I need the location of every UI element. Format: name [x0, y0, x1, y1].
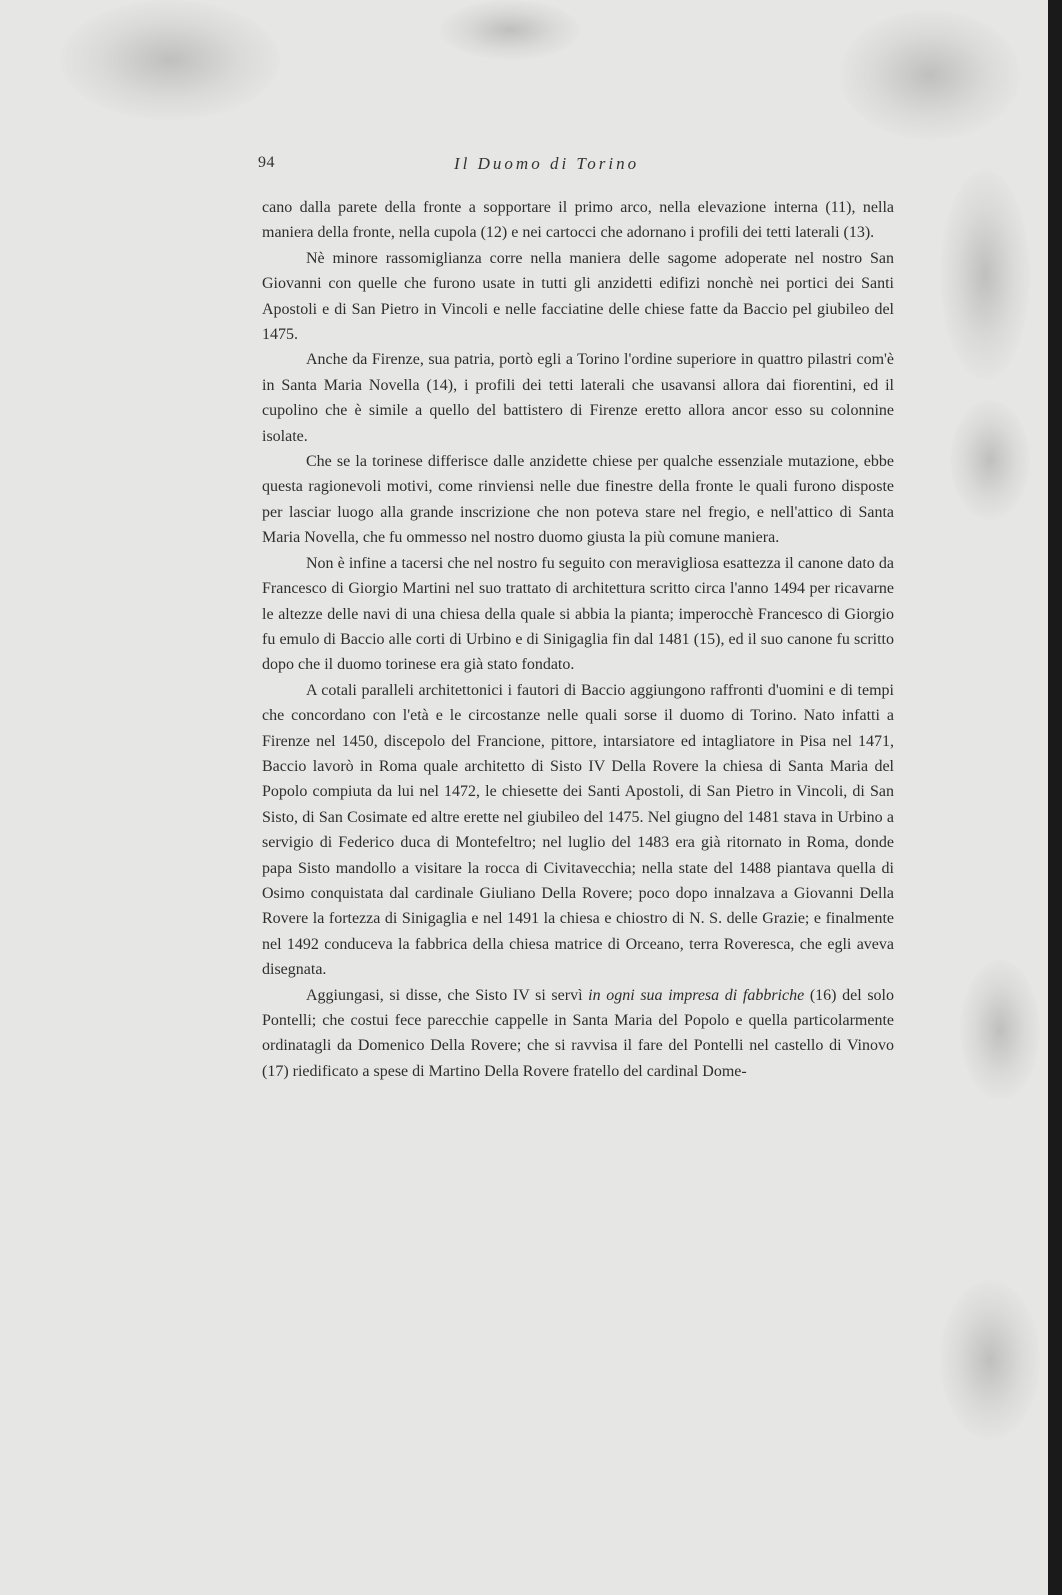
scan-smudge [940, 1280, 1040, 1440]
paragraph [262, 551, 894, 678]
running-title: Il Duomo di Torino [454, 154, 640, 173]
paragraph-text: Che se la torinese differisce dalle anzidette chiese per qualche essenziale mutazione, ebbe questa ragionevoli motivi, come rinviensi nelle due finestre della fronte le quali furono disposte per lasciar luogo alla grande inscrizione che non poteva stare nel fregio, e nell'attico di Santa Maria Novella, che fu ommesso nel nostro duomo giusta la più comune maniera. [262, 453, 894, 547]
paragraph [262, 347, 894, 449]
paragraph-text: (16) del solo Pontelli; che costui fece parecchie cappelle in Santa Maria del Popolo e quella particolarmente ordinatagli da Domenico Della Rovere; che si ravvisa il fare del Pontelli nel castello di Vinovo (17) riedificato a spese di Martino Della Rovere fratello del cardinal Dome- [262, 986, 894, 1080]
paragraph [262, 449, 894, 551]
italic-text: in ogni sua impresa di fabbriche [588, 986, 805, 1004]
paragraph [262, 246, 894, 348]
paragraph-text: Aggiungasi, si disse, che Sisto IV si servì [306, 986, 589, 1004]
paragraph-text: Anche da Firenze, sua patria, portò egli a Torino l'ordine superiore in quattro pilastri com'è in Santa Maria Novella (14), i profili dei tetti laterali che usavansi allora dai fiorentini, ed il cupolino che è simile a quello del battistero di Firenze eretto allora ancor esso su colonnine isolate. [262, 351, 894, 445]
scan-dark-edge [1048, 0, 1062, 1595]
scan-smudge [440, 0, 580, 60]
body-text [262, 195, 894, 1084]
scan-smudge [840, 10, 1020, 140]
paragraph-text: Nè minore rassomiglianza corre nella maniera delle sagome adoperate nel nostro San Giovanni con quelle che furono usate in tutti gli anzidetti edifizi nonchè nei portici dei Santi Apostoli e di San Pietro in Vincoli e nelle facciatine delle chiese fatte da Baccio pel giubileo del 1475. [262, 249, 894, 344]
scan-smudge [960, 960, 1040, 1100]
paragraph [262, 678, 894, 983]
scan-smudge [950, 400, 1030, 520]
page-header [258, 154, 888, 178]
paragraph-text: cano dalla parete della fronte a sopportare il primo arco, nella elevazione interna (11), nella maniera della fronte, nella cupola (12) e nei cartocci che adornano i profili dei tetti laterali (13). [262, 199, 894, 242]
scan-smudge [940, 170, 1030, 380]
scan-smudge [60, 0, 280, 120]
paragraph [262, 195, 894, 246]
paragraph-text: A cotali paralleli architettonici i fautori di Baccio aggiungono raffronti d'uomini e di tempi che concordano con l'età e le circostanze nelle quali sorse il duomo di Torino. Nato infatti a Firenze nel 1450, discepolo del Francione, pittore, intarsiatore ed intagliatore in Pisa nel 1471, Baccio lavorò in Roma quale architetto di Sisto IV Della Rovere la chiesa di Santa Maria del Popolo compiuta da lui nel 1472, le chiesette dei Santi Apostoli, di San Pietro in Vincoli, di San Sisto, di San Cosimate ed altre erette nel giubileo del 1475. Nel giugno del 1481 stava in Urbino a servigio di Federico duca di Montefeltro; nel luglio del 1483 era già ritornato in Roma, donde papa Sisto mandollo a visitare la rocca di Civitavecchia; nella state del 1488 piantava quella di Osimo conquistata dal cardinale Giuliano Della Rovere; poco dopo innalzava a Giovanni Della Rovere la fortezza di Sinigaglia e nel 1491 la chiesa e chiostro di N. S. delle Grazie; e finalmente nel 1492 conduceva la fabbrica della chiesa matrice di Orceano, terra Roveresca, che egli aveva disegnata. [262, 681, 894, 979]
page-number: 94 [258, 154, 275, 171]
paragraph-text: Non è infine a tacersi che nel nostro fu seguito con meravigliosa esattezza il canone dato da Francesco di Giorgio Martini nel suo trattato di architettura scritto circa l'anno 1494 per ricavarne le altezze delle navi di una chiesa della quale si abbia la pianta; imperocchè Francesco di Giorgio fu emulo di Baccio alle corti di Urbino e di Sinigaglia fin dal 1481 (15), ed il suo canone fu scritto dopo che il duomo torinese era già stato fondato. [262, 554, 894, 674]
paragraph [262, 983, 894, 1085]
